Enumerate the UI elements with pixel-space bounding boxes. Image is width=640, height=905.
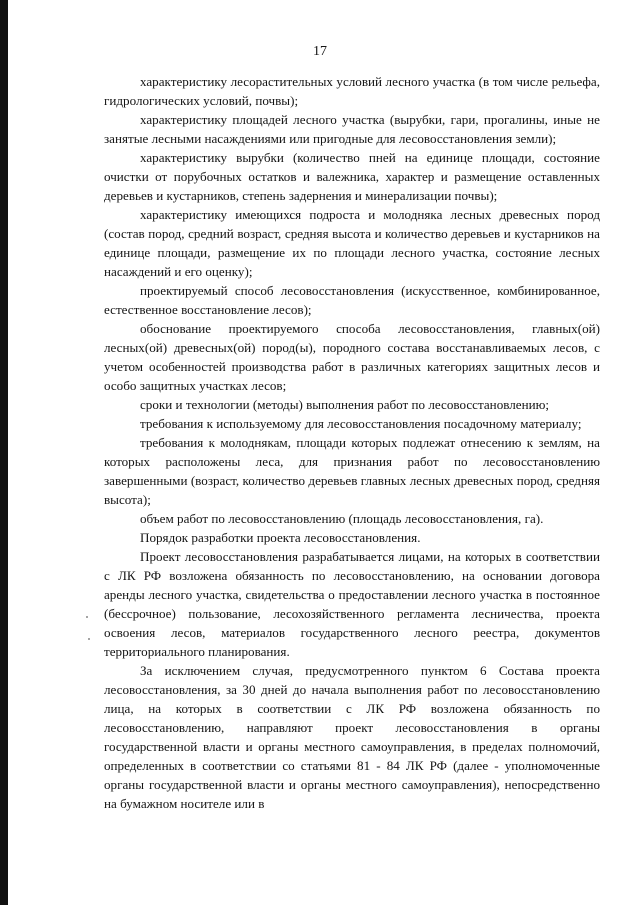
paragraph: Порядок разработки проекта лесовосстановления. bbox=[140, 530, 421, 545]
paragraph: требования к молоднякам, площади которых подлежат отнесению к землям, на которых расположены леса, для признания работ по лесовосстановлению завершенными (возраст, количество деревьев главных лесных древесных пород, средняя высота); bbox=[104, 435, 600, 507]
scan-edge bbox=[0, 0, 8, 905]
paragraph: характеристику площадей лесного участка (вырубки, гари, прогалины, иные не занятые лесными насаждениями или пригодные для лесовосстановления земли); bbox=[104, 112, 600, 146]
paragraph: обоснование проектируемого способа лесовосстановления, главных(ой) лесных(ой) древесных(ой) пород(ы), породного состава восстанавливаемых лесов, с учетом особенностей производства работ в различных категориях защитных лесов и особо защитных участках лесов; bbox=[104, 321, 600, 393]
paragraph: проектируемый способ лесовосстановления (искусственное, комбинированное, естественное восстановление лесов); bbox=[104, 283, 600, 317]
scan-speck bbox=[88, 638, 90, 640]
paragraph: объем работ по лесовосстановлению (площадь лесовосстановления, га). bbox=[140, 511, 544, 526]
paragraph: характеристику лесорастительных условий лесного участка (в том числе рельефа, гидрологических условий, почвы); bbox=[104, 74, 600, 108]
paragraph: За исключением случая, предусмотренного пунктом 6 Состава проекта лесовосстановления, за 30 дней до начала выполнения работ по лесовосстановлению лица, на которых в соответствии с ЛК РФ возложена обязанность по лесовосстановлению, направляют проект лесовосстановления в органы государственной власти и органы местного самоуправления, в пределах полномочий, определенных в соответствии со статьями 81 - 84 ЛК РФ (далее - уполномоченные органы государственной власти и органы местного самоуправления), непосредственно на бумажном носителе или в bbox=[104, 663, 600, 811]
paragraph: Проект лесовосстановления разрабатывается лицами, на которых в соответствии с ЛК РФ возложена обязанность по лесовосстановлению, на основании договора аренды лесного участка, свидетельства о предоставлении лесного участка в постоянное (бессрочное) пользование, лесохозяйственного регламента лесничества, проекта освоения лесов, материалов государственного лесного реестра, документов территориального планирования. bbox=[104, 549, 600, 659]
paragraph: сроки и технологии (методы) выполнения работ по лесовосстановлению; bbox=[140, 397, 550, 412]
paragraph: характеристику имеющихся подроста и молодняка лесных древесных пород (состав пород, средний возраст, средняя высота и количество деревьев и кустарников на единице площади, размещение их по площади лесного участка, состояние лесных насаждений и его оценку); bbox=[104, 207, 600, 279]
document-body bbox=[104, 72, 600, 813]
paragraph: характеристику вырубки (количество пней на единице площади, состояние очистки от порубочных остатков и валежника, характер и размещение оставленных деревьев и кустарников, степень задернения и минерализации почвы); bbox=[104, 150, 600, 203]
scan-speck bbox=[86, 616, 88, 618]
paragraph: требования к используемому для лесовосстановления посадочному материалу; bbox=[140, 416, 582, 431]
page-number: 17 bbox=[313, 44, 327, 59]
